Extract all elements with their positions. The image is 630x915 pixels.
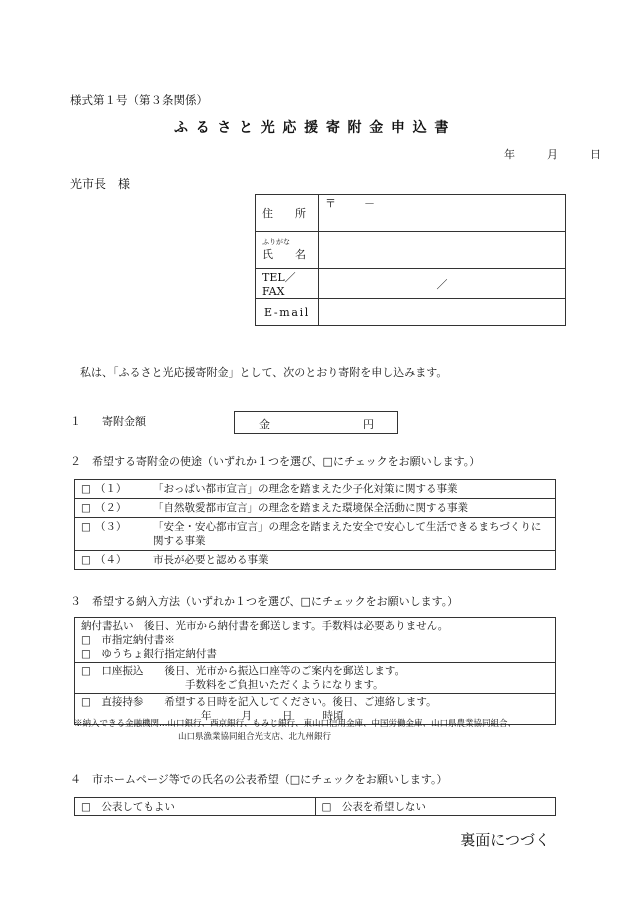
section3-heading: ３ 希望する納入方法（いずれか１つを選び、□にチェックをお願いします。） (70, 595, 459, 608)
declaration: 私は、「ふるさと光応援寄附金」として、次のとおり寄附を申し込みます。 (80, 366, 448, 379)
financial-institutions-note: ※納入できる金融機関…山口銀行、西京銀行、もみじ銀行、東山口信用金庫、中国労働金庫、山口県農業協同組合、 山口県漁業協同組合光支店、北九州銀行 (74, 719, 517, 742)
checkbox[interactable]: □ (81, 502, 91, 514)
email-field[interactable] (319, 299, 566, 326)
payment-transfer-cell (75, 663, 556, 694)
tel-fax-field[interactable]: ／ (319, 269, 566, 299)
section4-heading: ４ 市ホームページ等での氏名の公表希望（□にチェックをお願いします。） (70, 773, 448, 786)
payment-invoice-cell (75, 618, 556, 663)
form-number: 様式第１号（第３条関係） (70, 93, 208, 107)
section1-label: 寄附金額 (102, 415, 146, 428)
date-day-label: 日 (590, 148, 601, 161)
name-label: ふりがな 氏 名 (256, 232, 319, 269)
transfer-option[interactable]: □ 口座振込 後日、光市から振込口座等のご案内を郵送します。 (81, 665, 406, 677)
email-label: E-mail (256, 299, 319, 326)
use-options-table (74, 479, 556, 570)
checkbox[interactable]: □ (81, 483, 91, 495)
use-option-1[interactable]: □ （１） 「おっぱい都市宣言」の理念を踏まえた少子化対策に関する事業 (75, 480, 556, 499)
payment-methods-table (74, 617, 556, 725)
applicant-table (255, 194, 566, 326)
tel-fax-label: TEL／FAX (256, 269, 319, 299)
section1-number: １ (70, 415, 81, 428)
continued-note: 裏面につづく (460, 831, 550, 849)
section1-heading (70, 413, 146, 429)
recipient: 光市長 様 (70, 177, 131, 191)
postal-dash: － (364, 197, 375, 210)
amount-prefix: 金 (259, 418, 270, 431)
use-option-2[interactable]: □ （２） 「自然敬愛都市宣言」の理念を踏まえた環境保全活動に関する事業 (75, 499, 556, 518)
name-field[interactable] (319, 232, 566, 269)
address-label: 住 所 (256, 195, 319, 232)
form-title: ふるさと光応援寄附金申込書 (173, 120, 457, 136)
furigana-label: ふりがな (262, 238, 290, 246)
postal-mark: 〒 (325, 197, 336, 210)
transfer-note: 手数料をご負担いただくようになります。 (185, 679, 384, 691)
publish-options-table (74, 797, 556, 816)
amount-suffix: 円 (363, 418, 374, 431)
publish-no-option[interactable]: □ 公表を希望しない (315, 798, 556, 816)
invoice-description: 納付書払い 後日、光市から納付書を郵送します。手数料は必要ありません。 (81, 620, 449, 632)
date-year-label: 年 (504, 148, 515, 161)
invoice-option-yucho[interactable]: □ ゆうちょ銀行指定納付書 (81, 648, 217, 660)
section2-heading: ２ 希望する寄附金の使途（いずれか１つを選び、□にチェックをお願いします。） (70, 455, 481, 468)
amount-field[interactable] (234, 411, 398, 434)
use-option-4[interactable]: □ （４） 市長が必要と認める事業 (75, 551, 556, 570)
direct-option[interactable]: □ 直接持参 希望する日時を記入してください。後日、ご連絡します。 (81, 696, 437, 708)
use-option-3[interactable]: □ （３） 「安全・安心都市宣言」の理念を踏まえた安全で安心して生活できるまちづくりに関する事業 (75, 518, 556, 551)
direct-date-fields[interactable]: 年 月 日 時頃 (201, 710, 344, 722)
checkbox[interactable]: □ (81, 521, 91, 533)
checkbox[interactable]: □ (81, 554, 91, 566)
invoice-option-city[interactable]: □ 市指定納付書※ (81, 634, 175, 646)
date-row (472, 146, 601, 162)
address-field[interactable] (319, 195, 566, 232)
publish-yes-option[interactable]: □ 公表してもよい (75, 798, 316, 816)
date-month-label: 月 (547, 148, 558, 161)
